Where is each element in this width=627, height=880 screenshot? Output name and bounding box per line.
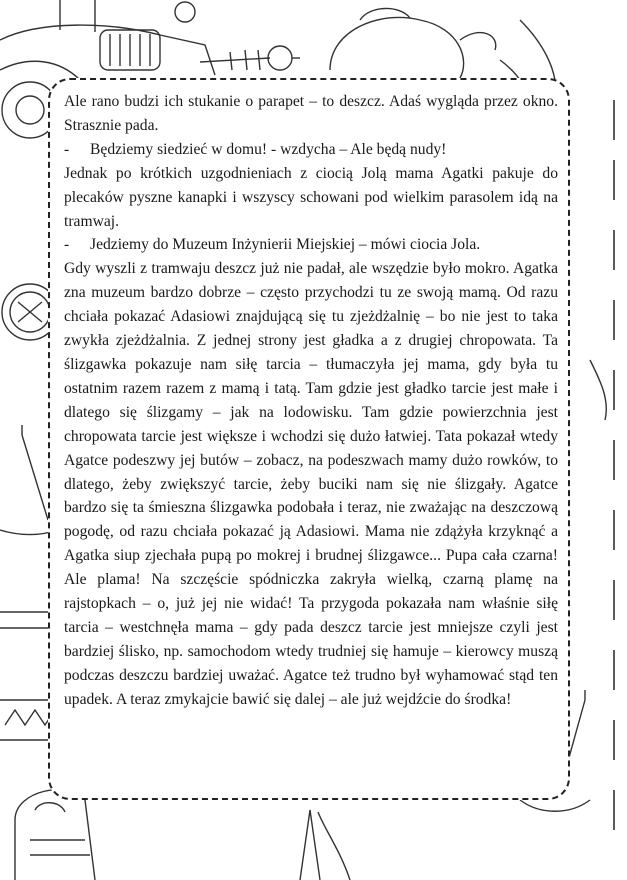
story-text	[64, 90, 558, 712]
paragraph-1: Ale rano budzi ich stukanie o parapet – to deszcz. Adaś wygląda przez okno. Strasznie pada.	[64, 93, 558, 134]
brush-illustration	[300, 810, 350, 880]
teapot-illustration	[330, 8, 496, 78]
dialog-dash: -	[64, 140, 70, 158]
paragraph-2: Jednak po krótkich uzgodnieniach z ciocią Jolą mama Agatki pakuje do plecaków pyszne kanapki i wszyscy schowani pod wielkim parasolem idą na tramwaj.	[64, 164, 558, 230]
paragraph-3: Gdy wyszli z tramwaju deszcz już nie padał, ale wszędzie było mokro. Agatka zna muzeum bardzo dobrze – często przychodzi tu ze swoją mamą. Od razu chciała pokazać Adasiowi znajdującą się tu zjeżdżalnię – bo nie jest to taka zwykła zjeżdżalnia. Z jednej strony jest gładka a z drugiej chropowata. Ta ślizgawka pokazuje nam siłę tarcia – tłumaczyła jej mama, gdy była tu ostatnim razem razem z mamą i tatą. Tam gdzie jest gładko tarcie jest małe i dlatego się ślizgamy – jak na lodowisku. Tam gdzie powierzchnia jest chropowata tarcie jest większe i wchodzi się dużo łatwiej. Tata pokazał wtedy Agatce podeszwy jej butów – zobacz, na podeszwach mamy dużo rowków, to dlatego, żeby zwiększyć tarcie, żeby buciki nam się nie ślizgały. Agatce bardzo się ta śmieszna ślizgawka podobała i teraz, nie zważając na deszczową pogodę, od razu chciała pokazać ją Adasiowi. Mama nie zdążyła krzyknąć a Agatka siup zjechała pupą po mokrej i brudnej ślizgawce... Pupa cała czarna! Ale plama! Na szczęście spódniczka zakryła wielką, czarną plamę na rajstopkach – o, już jej nie widać! Ta przygoda pokazała nam właśnie siłę tarcia – westchnęła mama – gdy pada deszcz tarcie jest mniejsze czyli jest bardziej ślisko, np. samochodom wtedy trudniej się hamuje – kierowcy muszą podczas deszczu bardziej uważać. Agatce też trudno był wyhamować stąd ten upadek. A teraz zmykajcie bawić się dalej – ale już wejdźcie do środka!	[64, 260, 558, 708]
scepter-illustration	[200, 46, 300, 70]
dialog-line-1	[64, 138, 558, 162]
dialog-text: Będziemy siedzieć w domu! - wzdycha – Ale będą nudy!	[90, 140, 447, 158]
dialog-text: Jedziemy do Muzeum Inżynierii Miejskiej – mówi ciocia Jola.	[90, 236, 481, 254]
dialog-line-2	[64, 233, 558, 257]
dialog-dash: -	[64, 236, 70, 254]
pharaoh-illustration	[15, 790, 95, 880]
